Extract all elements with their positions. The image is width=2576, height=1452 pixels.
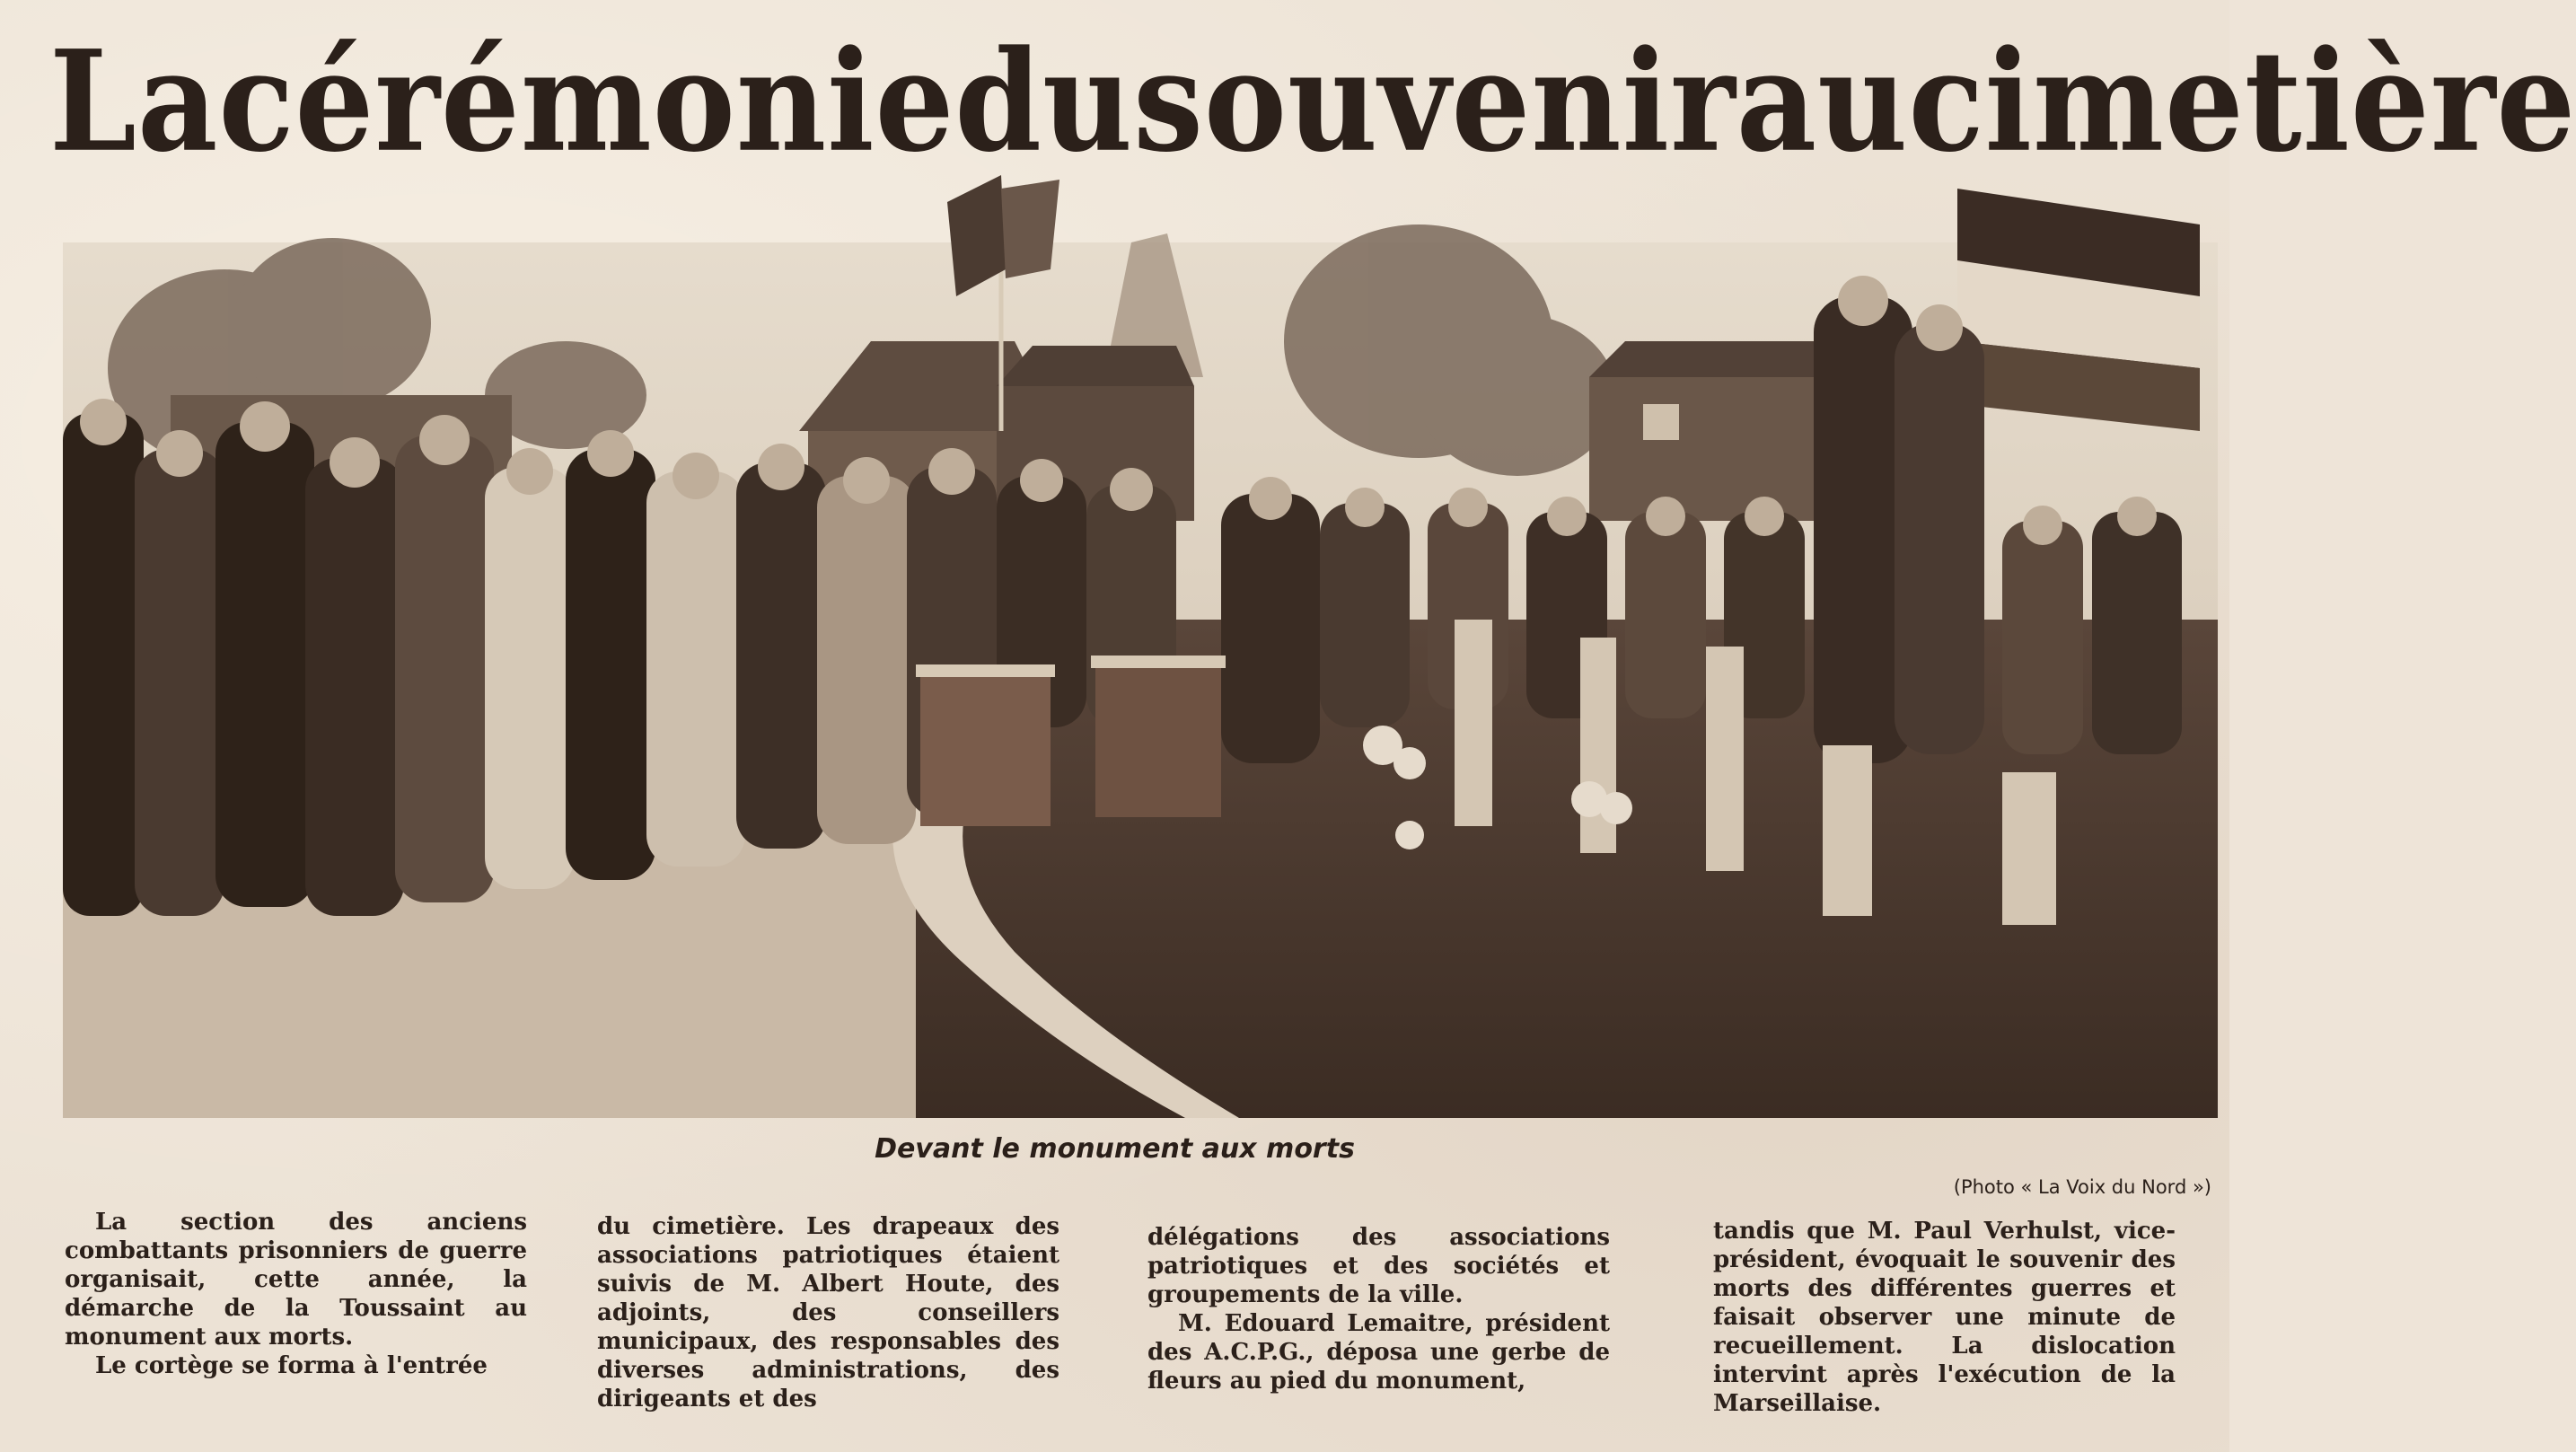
headline-word: au — [1736, 19, 1909, 183]
paragraph: tandis que M. Paul Verhulst, vice-président, évoquait le souvenir des morts des différentes guerres et faisait observer une minute de recueillement. La dislocation intervint après l'exécution de la Marseillaise. — [1713, 1218, 2176, 1417]
article-column-4 — [1713, 1217, 2176, 1418]
headline-word: souvenir — [1133, 19, 1736, 183]
paragraph: La section des anciens combattants prisonniers de guerre organisait, cette année, la démarche de la Toussaint au monument aux morts. — [65, 1209, 527, 1351]
photo-illustration — [63, 242, 2218, 1118]
article-column-1 — [65, 1208, 527, 1380]
paragraph: délégations des associations patriotiques et des sociétés et groupements de la ville. — [1147, 1224, 1610, 1308]
article-column-2 — [597, 1212, 1059, 1413]
headline-word: cimetière — [1908, 19, 2576, 183]
photo-credit: (Photo « La Voix du Nord ») — [1953, 1176, 2211, 1198]
paragraph: Le cortège se forma à l'entrée — [95, 1352, 488, 1379]
headline — [49, 16, 2576, 187]
headline-word: du — [954, 19, 1134, 183]
flag-foreground — [1957, 189, 2200, 431]
paragraph: du cimetière. Les drapeaux des associations patriotiques étaient suivis de M. Albert Houte, des adjoints, des conseillers municipaux, des responsables des diverses administrations, des dirigeants et des — [597, 1213, 1059, 1412]
paragraph: M. Edouard Lemaitre, président des A.C.P.G., déposa une gerbe de fleurs au pied du monument, — [1147, 1310, 1610, 1395]
ceremony-photo — [63, 242, 2218, 1118]
headline-word: La — [49, 19, 219, 183]
headline-word: cérémonie — [218, 19, 955, 183]
article-column-3 — [1147, 1223, 1610, 1395]
photo-caption: Devant le monument aux morts — [875, 1133, 1355, 1165]
